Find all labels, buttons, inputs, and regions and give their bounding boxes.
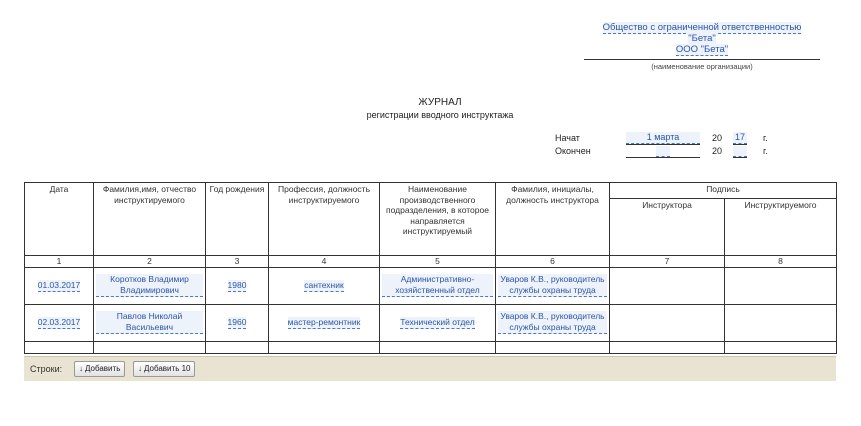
rows-label: Строки: xyxy=(30,364,63,374)
started-year-prefix: 20 xyxy=(712,133,723,143)
started-date-field[interactable]: 1 марта xyxy=(626,132,700,144)
column-number: 5 xyxy=(380,256,496,268)
organization-short-name-field[interactable]: ООО "Бета" xyxy=(675,44,729,55)
department-cell[interactable]: Технический отдел xyxy=(400,316,475,327)
ended-label: Окончен xyxy=(555,146,591,156)
empty-cell[interactable] xyxy=(496,341,610,353)
organization-block xyxy=(584,22,820,55)
journal-table xyxy=(24,182,837,354)
header-date: Дата xyxy=(25,183,94,256)
ended-year-field[interactable] xyxy=(733,146,747,157)
birth-year-cell[interactable]: 1980 xyxy=(227,279,247,290)
column-number: 2 xyxy=(94,256,206,268)
empty-cell[interactable] xyxy=(380,341,496,353)
sig-trainee-cell[interactable] xyxy=(725,304,837,341)
ended-date-field[interactable] xyxy=(656,146,670,157)
department-cell[interactable]: Административно-хозяйственный отдел xyxy=(382,274,493,297)
column-number: 4 xyxy=(269,256,380,268)
empty-cell[interactable] xyxy=(725,341,837,353)
arrow-down-icon: ↓ xyxy=(79,364,83,373)
add-10-rows-button[interactable] xyxy=(133,361,195,377)
organization-name-field-cont[interactable]: "Бета" xyxy=(688,33,716,44)
name-cell[interactable]: Павлов Николай Васильевич xyxy=(96,311,203,334)
instructor-cell[interactable]: Уваров К.В., руководитель службы охраны труда xyxy=(498,311,607,334)
header-profession: Профессия, должность инструктируемого xyxy=(269,183,380,256)
header-department: Наименование производственного подразделения, в которое направляется инструктируемый xyxy=(380,183,496,256)
date-cell[interactable]: 02.03.2017 xyxy=(37,316,81,327)
column-number: 1 xyxy=(25,256,94,268)
organization-caption: (наименование организации) xyxy=(651,62,753,71)
instructor-cell[interactable]: Уваров К.В., руководитель службы охраны труда xyxy=(498,274,607,297)
name-cell[interactable]: Коротков Владимир Владимирович xyxy=(96,274,203,297)
table-row xyxy=(25,304,837,341)
add-row-button[interactable] xyxy=(74,361,125,377)
table-row xyxy=(25,267,837,304)
organization-name-field[interactable]: Общество с ограниченной ответственностью xyxy=(602,22,802,33)
profession-cell[interactable]: сантехник xyxy=(304,279,344,290)
arrow-down-icon: ↓ xyxy=(138,364,142,373)
ended-year-suffix: г. xyxy=(763,146,768,156)
ended-year-line xyxy=(733,157,747,158)
ended-year-prefix: 20 xyxy=(712,146,723,156)
empty-row xyxy=(25,341,837,353)
empty-cell[interactable] xyxy=(25,341,94,353)
empty-cell[interactable] xyxy=(206,341,269,353)
column-number: 7 xyxy=(610,256,725,268)
header-birth-year: Год рождения xyxy=(206,183,269,256)
column-number: 8 xyxy=(725,256,837,268)
journal-title: ЖУРНАЛ xyxy=(418,97,462,108)
add-10-rows-label: Добавить 10 xyxy=(144,364,191,373)
sig-trainee-cell[interactable] xyxy=(725,267,837,304)
started-date-line xyxy=(626,144,700,145)
empty-cell[interactable] xyxy=(94,341,206,353)
empty-cell[interactable] xyxy=(269,341,380,353)
header-name: Фамилия,имя, отчество инструктируемого xyxy=(94,183,206,256)
date-cell[interactable]: 01.03.2017 xyxy=(37,279,81,290)
birth-year-cell[interactable]: 1960 xyxy=(227,316,247,327)
column-number: 3 xyxy=(206,256,269,268)
journal-subtitle: регистрации вводного инструктажа xyxy=(366,110,514,120)
sig-instructor-cell[interactable] xyxy=(610,267,725,304)
started-label: Начат xyxy=(555,133,580,143)
column-number: 6 xyxy=(496,256,610,268)
rows-toolbar xyxy=(24,356,836,381)
header-instructor: Фамилия, инициалы, должность инструктора xyxy=(496,183,610,256)
started-year-line xyxy=(733,144,747,145)
empty-cell[interactable] xyxy=(610,341,725,353)
sig-instructor-cell[interactable] xyxy=(610,304,725,341)
header-sig-instructor: Инструктора xyxy=(610,199,725,256)
header-signature: Подпись xyxy=(610,183,837,199)
profession-cell[interactable]: мастер-ремонтник xyxy=(287,316,361,327)
organization-underline xyxy=(584,59,820,60)
started-year-field[interactable]: 17 xyxy=(734,132,745,142)
ended-date-line xyxy=(626,157,700,158)
started-year-suffix: г. xyxy=(763,133,768,143)
add-row-label: Добавить xyxy=(85,364,121,373)
header-sig-trainee: Инструктируемого xyxy=(725,199,837,256)
